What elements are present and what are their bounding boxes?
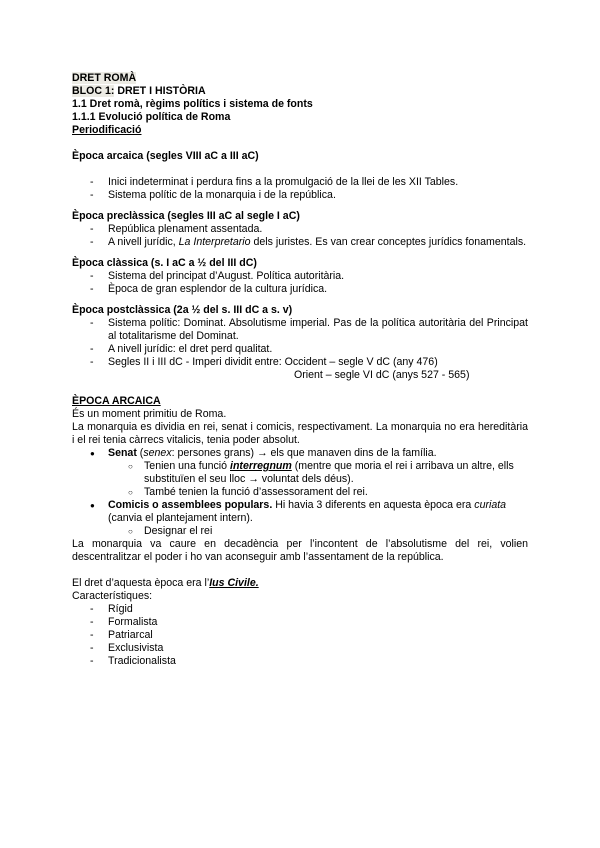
document-page <box>72 72 528 668</box>
senat-sublist <box>108 460 528 499</box>
comicis-item: ● Comicis o assemblees populars. Hi havia 3 diferents en aquesta època era curiata (canvia el plantejament intern). ○ Designar el rei <box>90 499 528 538</box>
arcaica-heading: Època arcaica (segles VIII aC a III aC) <box>72 150 259 162</box>
epoca-arcaica-heading: ÈPOCA ARCAICA <box>72 395 161 407</box>
postclassica-list <box>72 317 528 369</box>
doc-title: DRET ROMÀ <box>72 72 137 84</box>
classica-list <box>72 270 528 296</box>
list-item: ○ Tenien una funció interregnum (mentre que moria el rei i arribava un altre, ells substituïen el seu lloc → voluntat dels déus). <box>128 460 528 486</box>
list-item: ○ També tenien la funció d’assessorament del rei. <box>128 486 528 499</box>
preclassica-heading: Època preclàssica (segles III aC al segle I aC) <box>72 210 300 222</box>
postclassica-heading: Època postclàssica (2a ½ del s. III dC a s. v) <box>72 304 293 316</box>
list-item: - Tradicionalista <box>90 655 528 668</box>
list-item: - Formalista <box>90 616 528 629</box>
preclassica-list <box>72 223 528 249</box>
list-item: - Patriarcal <box>90 629 528 642</box>
classica-heading: Època clàssica (s. I aC a ½ del III dC) <box>72 257 257 269</box>
list-item: - Inici indeterminat i perdura fins a la promulgació de la llei de les XII Tables. <box>90 176 528 189</box>
list-item: - Segles II i III dC - Imperi dividit entre: Occident – segle V dC (any 476) <box>90 356 528 369</box>
decline-paragraph: La monarquia va caure en decadència per l’incontent de l’absolutisme del rei, volien descentralitzar el poder i ho van aconseguir amb l’assentament de la república. <box>72 538 528 563</box>
section-heading-1-1-1: 1.1.1 Evolució política de Roma <box>72 111 231 123</box>
comicis-sublist <box>108 525 528 538</box>
list-item: - Època de gran esplendor de la cultura jurídica. <box>90 283 528 296</box>
senat-item: ● Senat (senex: persones grans) → els que manaven dins de la família. ○ Tenien una funció interregnum (mentre que moria el rei i arribava un altre, ells substituïen el seu lloc → voluntat dels déus). ○ També tenien la funció d’assessorament del rei. <box>90 447 528 499</box>
institutions-list <box>72 447 528 538</box>
list-item: - República plenament assentada. <box>90 223 528 236</box>
section-heading-1-1: 1.1 Dret romà, règims polítics i sistema de fonts <box>72 98 313 110</box>
list-item: ○ Designar el rei <box>128 525 528 538</box>
arcaica-list <box>72 176 528 202</box>
periodization-heading: Periodificació <box>72 124 142 136</box>
characteristics-list <box>72 603 528 668</box>
bloc-label: BLOC 1: <box>72 85 115 97</box>
list-item: - Sistema polític: Dominat. Absolutisme imperial. Pas de la política autoritària del Principat al totalitarisme del Dominat. <box>90 317 528 343</box>
characteristics-label: Característiques: <box>72 590 153 602</box>
list-item: - Sistema del principat d’August. Política autoritària. <box>90 270 528 283</box>
list-item: - A nivell jurídic: el dret perd qualitat. <box>90 343 528 356</box>
ius-civile-line: El dret d’aquesta època era l’Ius Civile. <box>72 577 259 589</box>
bloc-heading <box>72 85 528 98</box>
intro-text: És un moment primitiu de Roma. <box>72 408 227 420</box>
list-item: - Rígid <box>90 603 528 616</box>
list-item: - Sistema polític de la monarquia i de la república. <box>90 189 528 202</box>
list-item: - Exclusivista <box>90 642 528 655</box>
orient-line: Orient – segle VI dC (anys 527 - 565) <box>294 369 470 381</box>
monarchy-paragraph: La monarquia es dividia en rei, senat i comicis, respectivament. La monarquia no era hereditària i el rei tenia càrrecs vitalicis, tenia poder absolut. <box>72 421 528 446</box>
list-item: - A nivell jurídic, La Interpretario dels juristes. Es van crear conceptes jurídics fonamentals. <box>90 236 528 249</box>
bloc-text: DRET I HISTÒRIA <box>114 85 206 97</box>
